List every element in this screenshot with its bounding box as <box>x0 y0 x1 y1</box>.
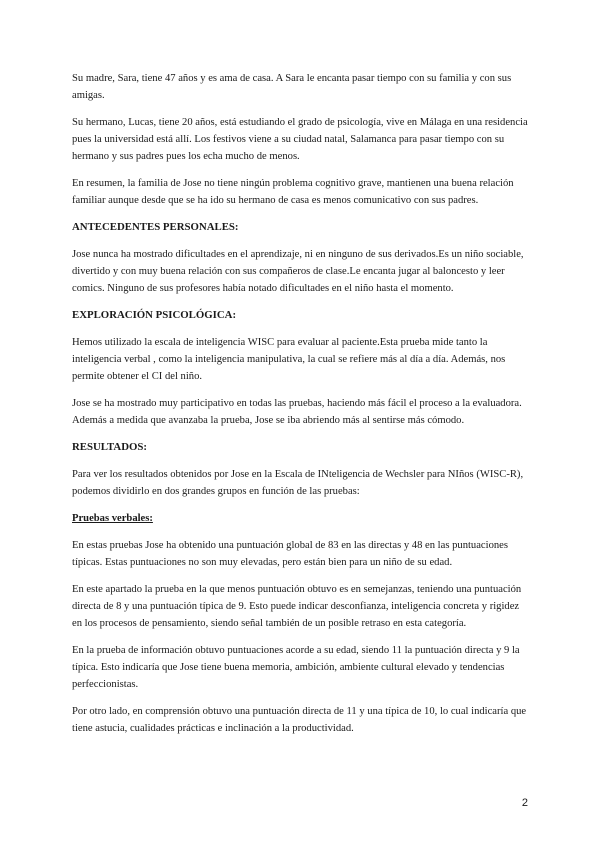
paragraph-verbales-2: En este apartado la prueba en la que menos puntuación obtuvo es en semejanzas, teniendo una puntuación directa de 8 y una puntuación típica de 9. Esto puede indicar desconfianza, inteligencia concreta y rigidez en los procesos de pensamiento, siendo señal también de un posible retraso en esta categoría. <box>72 584 522 629</box>
paragraph-mother: Su madre, Sara, tiene 47 años y es ama de casa. A Sara le encanta pasar tiempo con su familia y con sus amigas. <box>72 73 512 101</box>
paragraph-resultados: Para ver los resultados obtenidos por Jose en la Escala de INteligencia de Wechsler para NIños (WISC-R), podemos dividirlo en dos grandes grupos en función de las pruebas: <box>72 469 524 497</box>
paragraph-exploracion-1: Hemos utilizado la escala de inteligencia WISC para evaluar al paciente.Esta prueba mide tanto la inteligencia verbal , como la inteligencia manipulativa, la cual se refiere más al día a día. Además, nos permite obtener el CI del niño. <box>72 337 506 382</box>
paragraph-exploracion-2: Jose se ha mostrado muy participativo en todas las pruebas, haciendo más fácil el proceso a la evaluadora. Además a medida que avanzaba la prueba, Jose se iba abriendo más al sentirse más cómodo. <box>72 398 522 426</box>
heading-exploracion: EXPLORACIÓN PSICOLÓGICA: <box>72 309 237 321</box>
paragraph-brother: Su hermano, Lucas, tiene 20 años, está estudiando el grado de psicología, vive en Málaga en una residencia pues la universidad está allí. Los festivos viene a su ciudad natal, Salamanca para pasar tiempo con su hermano y sus padres pues los echa mucho de menos. <box>72 117 528 162</box>
paragraph-verbales-4: Por otro lado, en comprensión obtuvo una puntuación directa de 11 y una típica de 10, lo cual indicaría que tiene astucia, cualidades prácticas e inclinación a la productividad. <box>72 706 527 734</box>
paragraph-verbales-3: En la prueba de información obtuvo puntuaciones acorde a su edad, siendo 11 la puntuación directa y 9 la típica. Esto indicaría que Jose tiene buena memoria, ambición, ambiente cultural elevado y tendencias perfeccionistas. <box>72 645 520 690</box>
paragraph-summary: En resumen, la familia de Jose no tiene ningún problema cognitivo grave, mantienen una buena relación familiar aunque desde que se ha ido su hermano de casa es menos comunicativo con sus padres. <box>72 178 514 206</box>
heading-resultados: RESULTADOS: <box>72 441 148 453</box>
subheading-verbales: Pruebas verbales: <box>72 513 153 524</box>
page-number: 2 <box>521 797 528 809</box>
paragraph-antecedentes: Jose nunca ha mostrado dificultades en el aprendizaje, ni en ninguno de sus derivados.Es un niño sociable, divertido y con muy buena relación con sus compañeros de clase.Le encanta jugar al baloncesto y leer comics. Ninguno de sus profesores había notado dificultades en el niño hasta el momento. <box>72 249 524 294</box>
paragraph-verbales-1: En estas pruebas Jose ha obtenido una puntuación global de 83 en las directas y 48 en las puntuaciones típicas. Estas puntuaciones no son muy elevadas, pero están bien para un niño de su edad. <box>72 540 508 568</box>
heading-antecedentes: ANTECEDENTES PERSONALES: <box>72 221 239 233</box>
document-body <box>72 70 530 747</box>
